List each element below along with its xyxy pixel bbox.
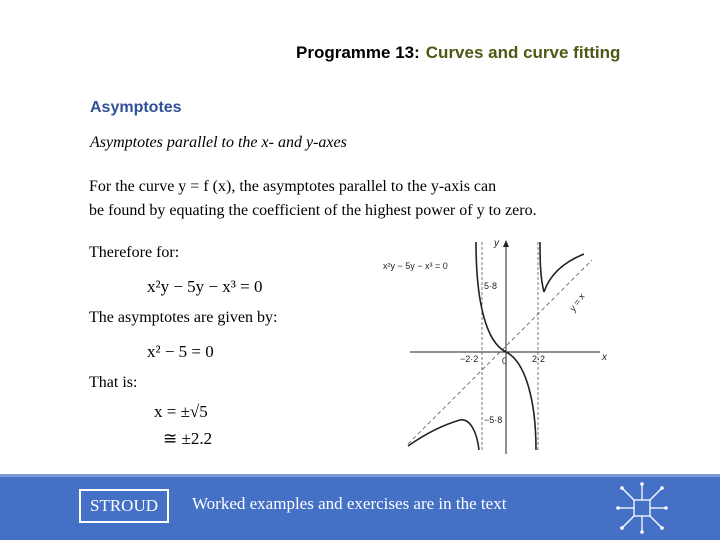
equation-approx-text: ≅ ±2.2 <box>163 429 213 448</box>
y-axis-arrow <box>503 240 509 247</box>
equation-approx <box>163 429 212 449</box>
footer-band <box>0 474 720 477</box>
x-axis-label: x <box>602 352 607 363</box>
equation-root-text: x = ±√5 <box>154 402 208 421</box>
tick-y-negative: −5·8 <box>484 415 503 425</box>
curve-branch-upper-right-asym <box>540 242 544 292</box>
programme-topic: Curves and curve fitting <box>425 43 621 62</box>
stroud-brand: STROUD <box>79 489 169 523</box>
paragraph-line-1: For the curve y = f (x), the asymptotes parallel to the y-axis can <box>89 178 497 195</box>
slide-header <box>296 43 620 63</box>
footer-text: Worked examples and exercises are in the text <box>192 494 507 513</box>
paragraph-line-2: be found by equating the coefficient of the highest power of y to zero. <box>89 202 537 219</box>
equation-coefficient <box>147 342 214 362</box>
origin-label: 0 <box>502 356 508 366</box>
equation-coefficient-text: x² − 5 = 0 <box>147 342 214 361</box>
that-is-label: That is: <box>89 374 138 391</box>
asymptotes-given-label: The asymptotes are given by: <box>89 309 278 326</box>
section-title: Asymptotes <box>90 99 182 116</box>
y-axis-label: y <box>494 238 499 249</box>
curve-branch-upper-right <box>544 254 584 292</box>
network-node-icon <box>614 480 670 536</box>
curve-branch-lower-left <box>408 420 479 450</box>
equation-root <box>154 402 208 422</box>
oblique-line-label: y = x <box>567 291 587 314</box>
programme-number: Programme 13: <box>296 43 420 62</box>
graph-equation-label: x²y − 5y − x³ = 0 <box>383 261 448 271</box>
tick-y-positive: 5·8 <box>484 281 498 291</box>
section-subtitle: Asymptotes parallel to the x- and y-axes <box>90 134 347 151</box>
tick-x-negative: −2·2 <box>460 354 479 364</box>
therefore-label: Therefore for: <box>89 244 180 261</box>
asymptote-graph <box>378 232 620 458</box>
footer-bar <box>0 474 720 540</box>
tick-x-positive: 2·2 <box>532 354 546 364</box>
equation-curve-text: x²y − 5y − x³ = 0 <box>147 277 263 296</box>
equation-curve <box>147 277 262 297</box>
